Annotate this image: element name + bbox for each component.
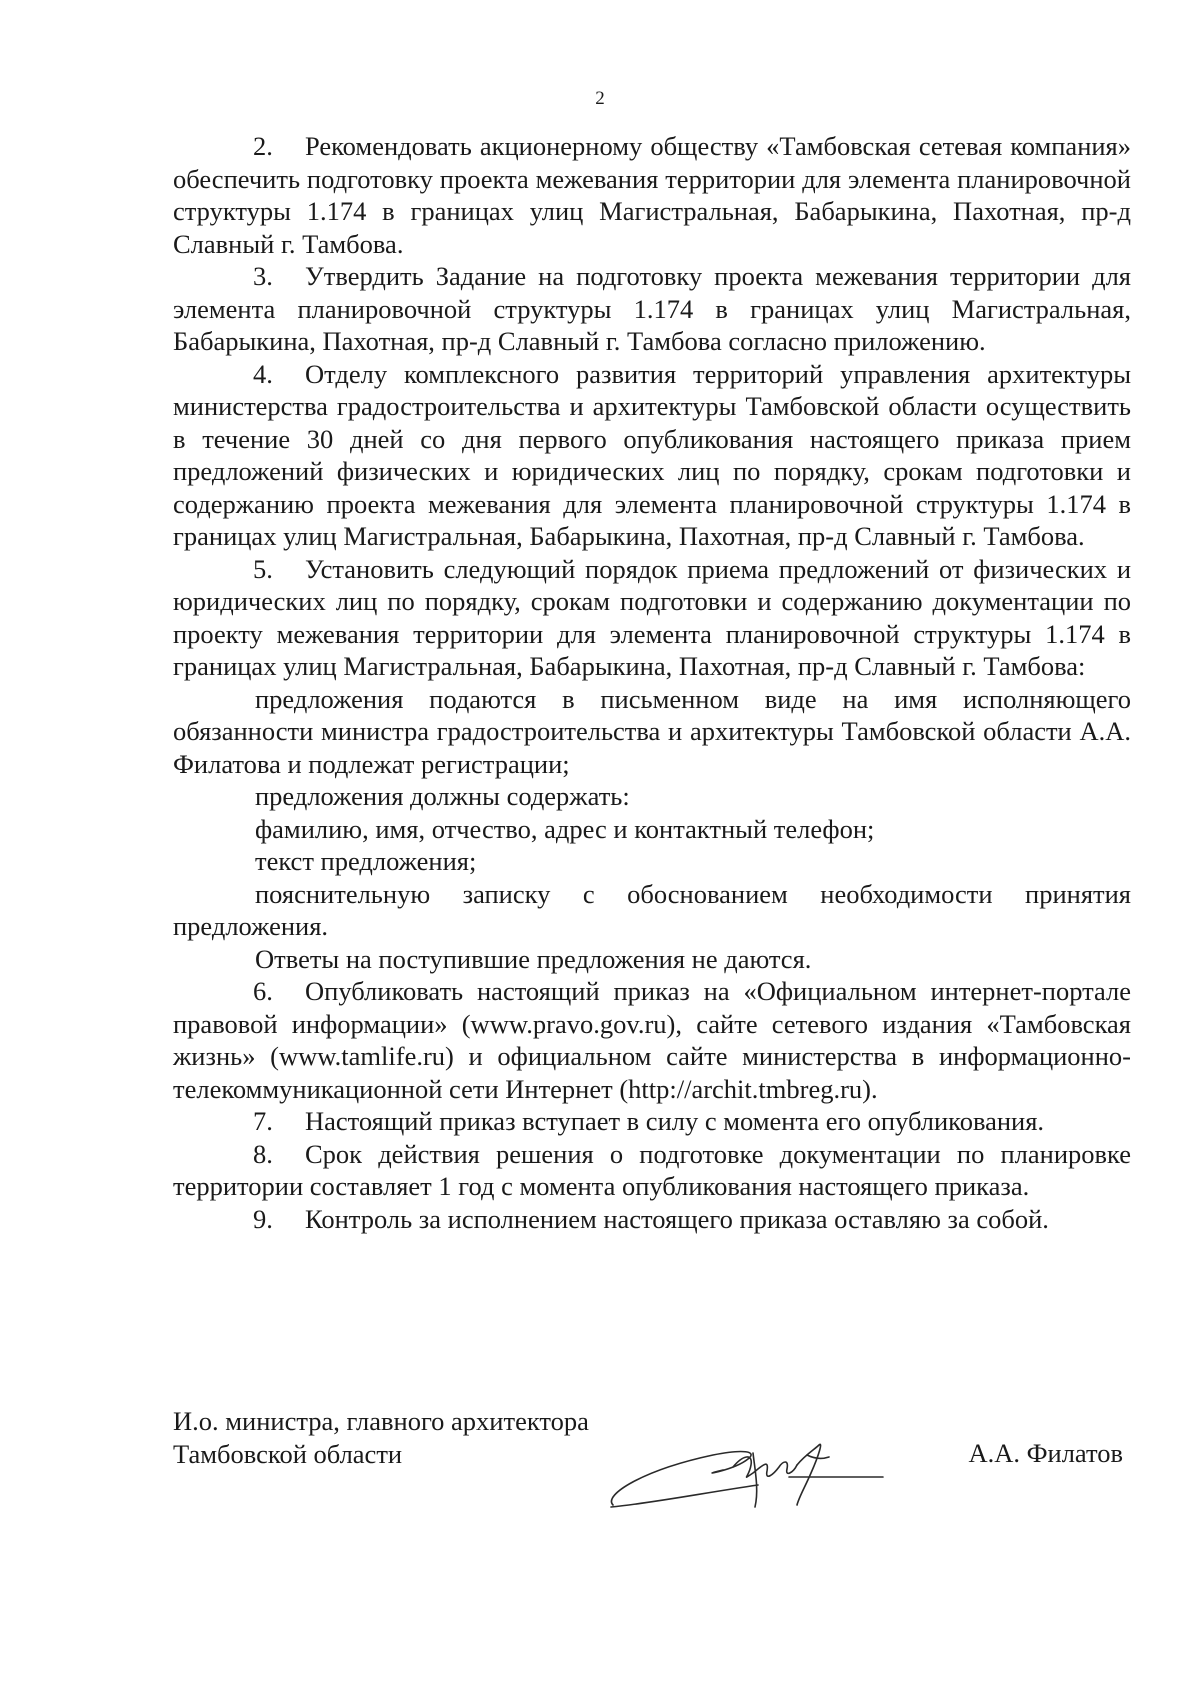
item-number: 4.	[253, 358, 273, 389]
sub-paragraph-contact-info: фамилию, имя, отчество, адрес и контактный телефон;	[255, 813, 875, 844]
order-item-2	[173, 130, 1131, 260]
item-text: Срок действия решения о подготовке документации по планировке территории составляет 1 год с момента опубликования настоящего приказа.	[173, 1138, 1131, 1201]
order-item-4	[173, 358, 1131, 553]
sub-paragraph-no-answers: Ответы на поступившие предложения не даются.	[255, 943, 812, 974]
item-text: Рекомендовать акционерному обществу «Тамбовская сетевая компания» обеспечить подготовку проекта межевания территории для элемента планировочной структуры 1.174 в границах улиц Магистральная, Бабарыкина, Пахотная, пр-д Славный г. Тамбова.	[173, 131, 1131, 259]
order-item-3	[173, 260, 1131, 358]
page-number: 2	[595, 88, 605, 109]
item-text: Опубликовать настоящий приказ на «Официальном интернет-портале правовой информации» (www.pravo.gov.ru), сайте сетевого издания «Тамбовская жизнь» (www.tamlife.ru) и официальном сайте министерства в информационно-телекоммуникационной сети Интернет (http://archit.tmbreg.ru).	[173, 976, 1131, 1104]
sub-paragraph-proposal-text: текст предложения;	[255, 846, 477, 876]
handwritten-signature	[583, 1415, 903, 1525]
order-item-9	[173, 1203, 1131, 1236]
sub-paragraph-content-heading: предложения должны содержать:	[255, 781, 630, 811]
order-item-8	[173, 1138, 1131, 1203]
item-number: 5.	[253, 553, 273, 584]
signature-block	[173, 1405, 1131, 1525]
order-item-7	[173, 1105, 1131, 1138]
item-number: 9.	[253, 1203, 273, 1234]
signer-position-line-2: Тамбовской области	[173, 1438, 403, 1469]
item-number: 3.	[253, 261, 273, 291]
signer-position-line-1: И.о. министра, главного архитектора	[173, 1406, 589, 1436]
item-text: Отделу комплексного развития территорий управления архитектуры министерства градостроительства и архитектуры Тамбовской области осуществить в течение 30 дней со дня первого опубликования настоящего приказа прием предложений физических и юридических лиц по порядку, срокам подготовки и содержанию проекта межевания для элемента планировочной структуры 1.174 в границах улиц Магистральная, Бабарыкина, Пахотная, пр-д Славный г. Тамбова.	[173, 358, 1131, 551]
sub-paragraph-submission: предложения подаются в письменном виде на имя исполняющего обязанности министра градостроительства и архитектуры Тамбовской области А.А. Филатова и подлежат регистрации;	[173, 683, 1131, 779]
order-item-6	[173, 975, 1131, 1105]
item-text: Настоящий приказ вступает в силу с момента его опубликования.	[305, 1106, 1045, 1136]
item-number: 7.	[253, 1106, 273, 1136]
order-item-5	[173, 553, 1131, 683]
item-number: 6.	[253, 976, 273, 1006]
item-number: 8.	[253, 1138, 273, 1169]
item-text: Установить следующий порядок приема предложений от физических и юридических лиц по порядку, срокам подготовки и содержанию документации по проекту межевания территории для элемента планировочной структуры 1.174 в границах улиц Магистральная, Бабарыкина, Пахотная, пр-д Славный г. Тамбова:	[173, 553, 1131, 681]
signer-name: А.А. Филатов	[968, 1438, 1123, 1468]
sub-paragraph-explanatory-note: пояснительную записку с обоснованием необходимости принятия предложения.	[173, 878, 1131, 941]
item-text: Контроль за исполнением настоящего приказа оставляю за собой.	[305, 1203, 1049, 1234]
item-text: Утвердить Задание на подготовку проекта межевания территории для элемента планировочной структуры 1.174 в границах улиц Магистральная, Бабарыкина, Пахотная, пр-д Славный г. Тамбова согласно приложению.	[173, 261, 1131, 356]
order-body	[173, 130, 1131, 1235]
item-number: 2.	[253, 131, 273, 161]
